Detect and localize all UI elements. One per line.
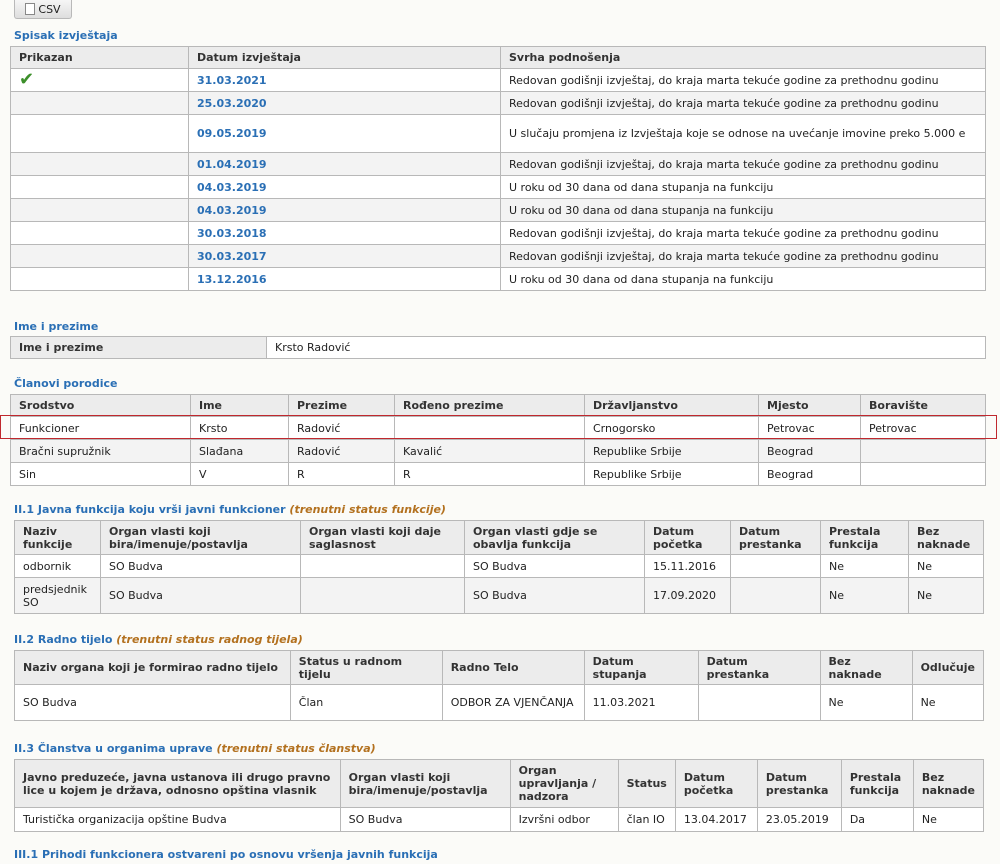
report-purpose: Redovan godišnji izvještaj, do kraja marta tekuće godine za prethodnu godinu <box>501 222 986 245</box>
table-row <box>15 555 984 578</box>
cell: Kavalić <box>395 440 585 463</box>
col-header: Datum prestanka <box>757 760 841 808</box>
col-header-citizenship: Državljanstvo <box>585 395 759 417</box>
table-row <box>11 245 986 268</box>
col-header-date: Datum izvještaja <box>189 47 501 69</box>
report-purpose: U roku od 30 dana od dana stupanja na funkciju <box>501 199 986 222</box>
reports-section-title: Spisak izvještaja <box>14 29 118 42</box>
col-header-last-name: Prezime <box>289 395 395 417</box>
col-header-birth-name: Rođeno prezime <box>395 395 585 417</box>
report-purpose: Redovan godišnji izvještaj, do kraja marta tekuće godine za prethodnu godinu <box>501 92 986 115</box>
cell: odbornik <box>15 555 101 578</box>
cell: Izvršni odbor <box>510 808 618 832</box>
col-header: Naziv funkcije <box>15 521 101 555</box>
report-date-link[interactable]: 25.03.2020 <box>189 92 501 115</box>
cell: Radović <box>289 440 395 463</box>
col-header: Datum početka <box>675 760 757 808</box>
col-header: Datum prestanka <box>698 651 820 685</box>
cell <box>861 440 986 463</box>
report-date-link[interactable]: 04.03.2019 <box>189 199 501 222</box>
col-header: Naziv organa koji je formirao radno tijelo <box>15 651 291 685</box>
cell: predsjednik SO <box>15 578 101 614</box>
section-title-text: II.2 Radno tijelo <box>14 633 113 646</box>
cell: Ne <box>909 555 984 578</box>
cell: Krsto <box>191 417 289 440</box>
cell: Ne <box>821 555 909 578</box>
col-header: Radno Telo <box>442 651 584 685</box>
col-header: Bez naknade <box>909 521 984 555</box>
report-date-link[interactable]: 13.12.2016 <box>189 268 501 291</box>
cell: Član <box>290 685 442 721</box>
management-section-title <box>14 742 376 755</box>
cell: 17.09.2020 <box>645 578 731 614</box>
report-date-link[interactable]: 30.03.2018 <box>189 222 501 245</box>
cell: Republike Srbije <box>585 440 759 463</box>
col-header: Status u radnom tijelu <box>290 651 442 685</box>
col-header: Bez naknade <box>913 760 983 808</box>
cell <box>731 578 821 614</box>
cell: SO Budva <box>340 808 510 832</box>
name-table <box>10 336 986 359</box>
cell: 13.04.2017 <box>675 808 757 832</box>
cell: V <box>191 463 289 486</box>
col-header: Status <box>618 760 675 808</box>
cell: SO Budva <box>465 555 645 578</box>
cell <box>698 685 820 721</box>
cell: Sin <box>11 463 191 486</box>
col-header-purpose: Svrha podnošenja <box>501 47 986 69</box>
cell: SO Budva <box>15 685 291 721</box>
cell: SO Budva <box>465 578 645 614</box>
cell: Ne <box>821 578 909 614</box>
col-header: Datum prestanka <box>731 521 821 555</box>
table-row <box>11 153 986 176</box>
table-row <box>15 808 984 832</box>
cell: Turistička organizacija opštine Budva <box>15 808 341 832</box>
cell <box>301 578 465 614</box>
cell: SO Budva <box>101 555 301 578</box>
name-value: Krsto Radović <box>267 337 986 359</box>
table-row <box>11 69 986 92</box>
cell: Ne <box>913 808 983 832</box>
report-purpose: Redovan godišnji izvještaj, do kraja marta tekuće godine za prethodnu godinu <box>501 245 986 268</box>
cell: ODBOR ZA VJENČANJA <box>442 685 584 721</box>
cell: Bračni supružnik <box>11 440 191 463</box>
col-header-shown: Prikazan <box>11 47 189 69</box>
section-title-text: II.3 Članstva u organima uprave <box>14 742 213 755</box>
report-purpose: Redovan godišnji izvještaj, do kraja marta tekuće godine za prethodnu godinu <box>501 153 986 176</box>
col-header: Organ upravljanja / nadzora <box>510 760 618 808</box>
cell <box>301 555 465 578</box>
section-title-text: II.1 Javna funkcija koju vrši javni funkcioner <box>14 503 286 516</box>
report-date-link[interactable]: 09.05.2019 <box>189 115 501 153</box>
cell: R <box>395 463 585 486</box>
file-icon <box>25 3 35 15</box>
col-header-place: Mjesto <box>759 395 861 417</box>
report-purpose: U roku od 30 dana od dana stupanja na funkciju <box>501 268 986 291</box>
col-header: Organ vlasti koji bira/imenuje/postavlja <box>340 760 510 808</box>
cell: član IO <box>618 808 675 832</box>
report-purpose: Redovan godišnji izvještaj, do kraja marta tekuće godine za prethodnu godinu <box>501 69 986 92</box>
name-section-title: Ime i prezime <box>14 320 99 333</box>
table-row <box>11 268 986 291</box>
cell: Radović <box>289 417 395 440</box>
cell: 23.05.2019 <box>757 808 841 832</box>
table-row <box>11 176 986 199</box>
table-row <box>11 92 986 115</box>
cell <box>861 463 986 486</box>
work-body-table <box>14 650 984 721</box>
col-header: Javno preduzeće, javna ustanova ili drugo pravno lice u kojem je država, odnosno opština vlasnik <box>15 760 341 808</box>
reports-table <box>10 46 986 291</box>
name-label: Ime i prezime <box>11 337 267 359</box>
cell <box>731 555 821 578</box>
family-section-title: Članovi porodice <box>14 377 118 390</box>
col-header: Prestala funkcija <box>821 521 909 555</box>
cell: 15.11.2016 <box>645 555 731 578</box>
table-row <box>11 199 986 222</box>
report-date-link[interactable]: 30.03.2017 <box>189 245 501 268</box>
cell: Beograd <box>759 463 861 486</box>
section-note: (trenutni status članstva) <box>216 742 376 755</box>
col-header: Organ vlasti gdje se obavlja funkcija <box>465 521 645 555</box>
table-row <box>11 222 986 245</box>
cell: Petrovac <box>861 417 986 440</box>
report-date-link[interactable]: 31.03.2021 <box>189 69 501 92</box>
cell: Slađana <box>191 440 289 463</box>
report-purpose: U roku od 30 dana od dana stupanja na funkciju <box>501 176 986 199</box>
report-purpose: U slučaju promjena iz Izvještaja koje se odnose na uvećanje imovine preko 5.000 e <box>501 115 986 153</box>
section-note: (trenutni status radnog tijela) <box>116 633 303 646</box>
table-row <box>15 685 984 721</box>
col-header: Organ vlasti koji daje saglasnost <box>301 521 465 555</box>
cell: Republike Srbije <box>585 463 759 486</box>
cell: Ne <box>820 685 912 721</box>
cell: R <box>289 463 395 486</box>
col-header: Organ vlasti koji bira/imenuje/postavlja <box>101 521 301 555</box>
income-section-title: III.1 Prihodi funkcionera ostvareni po osnovu vršenja javnih funkcija <box>14 848 438 861</box>
cell: Ne <box>909 578 984 614</box>
col-header: Prestala funkcija <box>841 760 913 808</box>
col-header: Odlučuje <box>912 651 983 685</box>
col-header: Datum stupanja <box>584 651 698 685</box>
family-table <box>10 394 986 486</box>
work-body-section-title <box>14 633 303 646</box>
table-row <box>11 463 986 486</box>
csv-export-button[interactable] <box>14 0 72 19</box>
table-row <box>11 115 986 153</box>
col-header-first-name: Ime <box>191 395 289 417</box>
csv-label: CSV <box>38 2 61 16</box>
col-header-residence: Boravište <box>861 395 986 417</box>
checkmark-icon: ✔ <box>19 68 35 90</box>
cell: Petrovac <box>759 417 861 440</box>
management-table <box>14 759 984 832</box>
col-header: Bez naknade <box>820 651 912 685</box>
col-header-relation: Srodstvo <box>11 395 191 417</box>
col-header: Datum početka <box>645 521 731 555</box>
cell: Da <box>841 808 913 832</box>
public-function-section-title <box>14 503 446 516</box>
table-row <box>11 417 986 440</box>
cell: SO Budva <box>101 578 301 614</box>
section-note: (trenutni status funkcije) <box>289 503 446 516</box>
cell: 11.03.2021 <box>584 685 698 721</box>
table-row <box>11 440 986 463</box>
public-function-table <box>14 520 984 614</box>
cell: Crnogorsko <box>585 417 759 440</box>
cell <box>395 417 585 440</box>
cell: Ne <box>912 685 983 721</box>
report-date-link[interactable]: 01.04.2019 <box>189 153 501 176</box>
cell: Beograd <box>759 440 861 463</box>
report-date-link[interactable]: 04.03.2019 <box>189 176 501 199</box>
cell: Funkcioner <box>11 417 191 440</box>
table-row <box>15 578 984 614</box>
